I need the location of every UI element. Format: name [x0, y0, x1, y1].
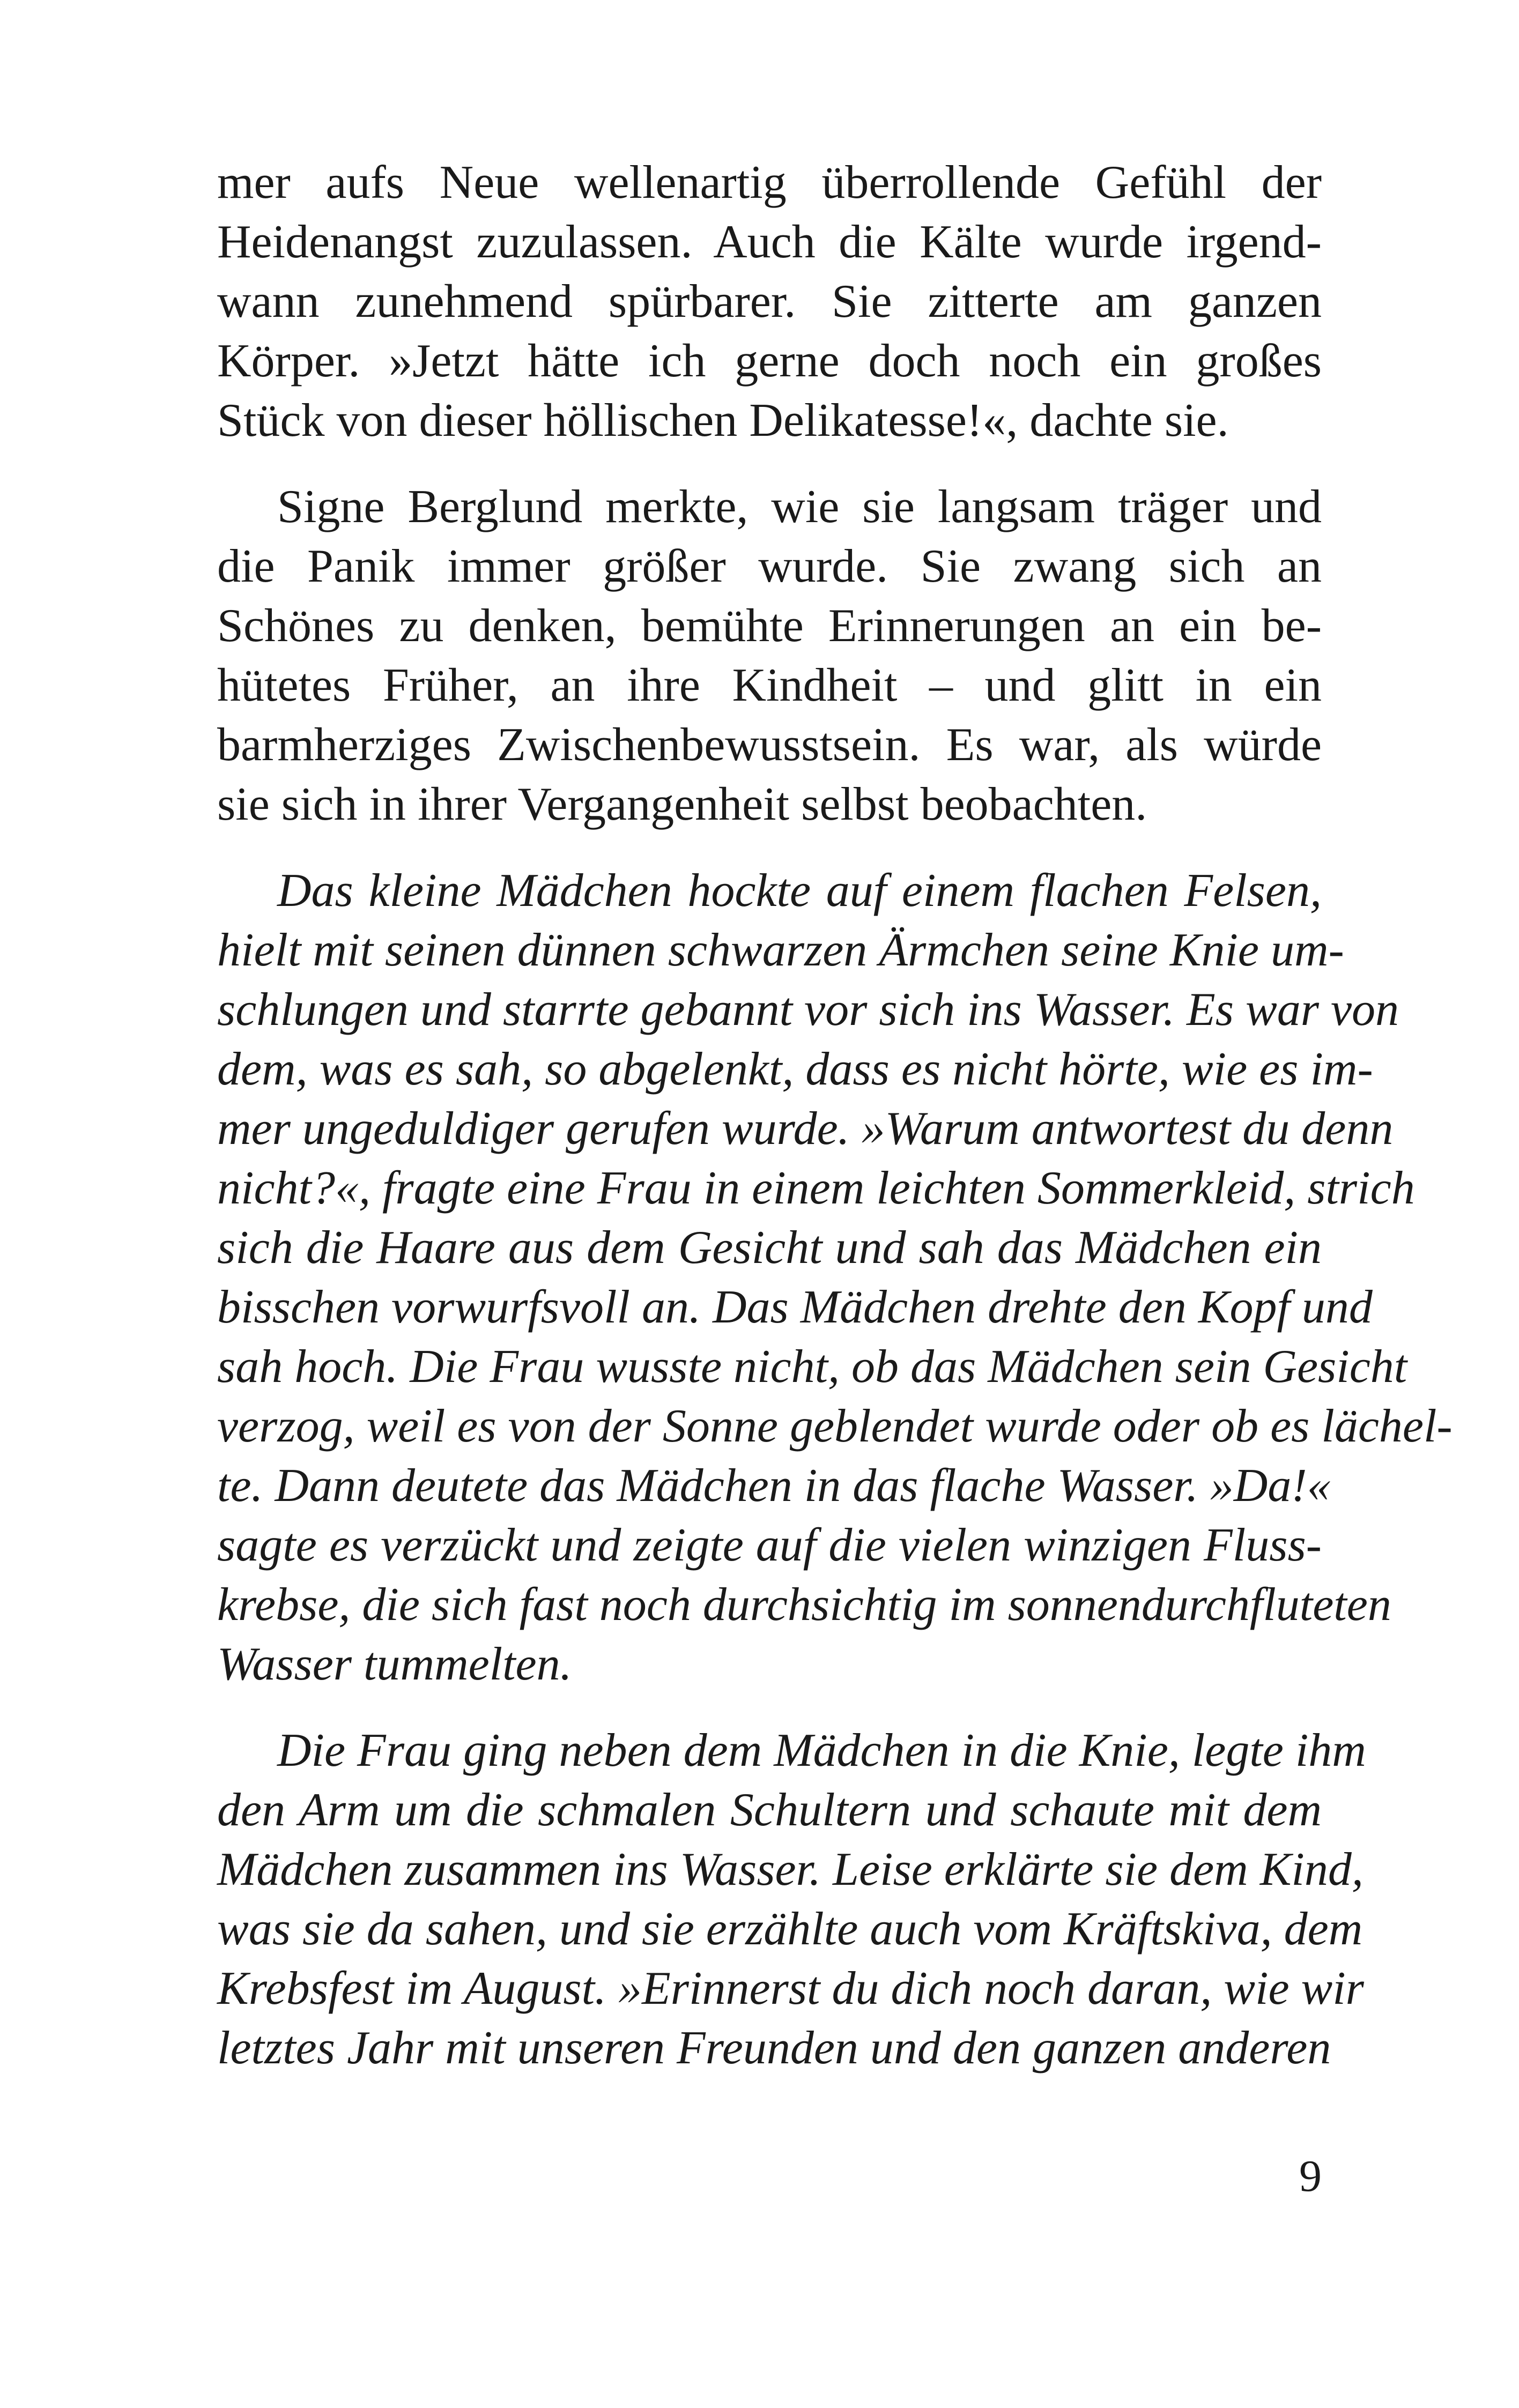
text-line: wann zunehmend spürbarer. Sie zitterte am ganzen: [217, 276, 1322, 328]
text-line: die Panik immer größer wurde. Sie zwang sich an: [217, 540, 1322, 592]
text-line: mer ungeduldiger gerufen wurde. »Warum antwortest du denn: [217, 1103, 1394, 1155]
text-line: Körper. »Jetzt hätte ich gerne doch noch ein großes: [217, 335, 1322, 387]
text-line: krebse, die sich fast noch durchsichtig im sonnendurchfluteten: [217, 1579, 1391, 1631]
text-line: Heidenangst zuzulassen. Auch die Kälte wurde irgend-: [217, 216, 1322, 268]
text-line: den Arm um die schmalen Schultern und schaute mit dem: [217, 1784, 1322, 1836]
paragraph: [217, 1721, 1366, 2078]
text-line: bisschen vorwurfsvoll an. Das Mädchen drehte den Kopf und: [217, 1281, 1373, 1333]
text-line: mer aufs Neue wellenartig überrollende Gefühl der: [217, 157, 1322, 209]
text-line: schlungen und starrte gebannt vor sich ins Wasser. Es war von: [217, 984, 1399, 1036]
text-line: hielt mit seinen dünnen schwarzen Ärmchen seine Knie um-: [217, 924, 1344, 976]
paragraph: [217, 861, 1453, 1694]
body-text: [217, 153, 1453, 2078]
text-line: Mädchen zusammen ins Wasser. Leise erklärte sie dem Kind,: [217, 1844, 1364, 1896]
text-line: Das kleine Mädchen hockte auf einem flachen Felsen,: [277, 865, 1322, 917]
paragraph: [217, 153, 1322, 450]
text-line: barmherziges Zwischenbewusstsein. Es war, als würde: [217, 719, 1322, 771]
text-line: Krebsfest im August. »Erinnerst du dich noch daran, wie wir: [217, 1963, 1364, 2015]
text-line: sah hoch. Die Frau wusste nicht, ob das Mädchen sein Gesicht: [217, 1341, 1407, 1393]
text-line: hütetes Früher, an ihre Kindheit – und glitt in ein: [217, 659, 1322, 711]
text-line: sagte es verzückt und zeigte auf die vielen winzigen Fluss-: [217, 1519, 1322, 1571]
text-line: sich die Haare aus dem Gesicht und sah das Mädchen ein: [217, 1222, 1322, 1274]
text-line: Wasser tummelten.: [217, 1638, 572, 1690]
text-line: Die Frau ging neben dem Mädchen in die Knie, legte ihm: [277, 1725, 1366, 1777]
text-line: sie sich in ihrer Vergangenheit selbst beobachten.: [217, 778, 1147, 830]
text-line: Signe Berglund merkte, wie sie langsam träger und: [277, 481, 1322, 533]
page-number: 9: [1299, 2151, 1322, 2201]
text-line: nicht?«, fragte eine Frau in einem leichten Sommerkleid, strich: [217, 1162, 1415, 1214]
text-line: Schönes zu denken, bemühte Erinnerungen an ein be-: [217, 600, 1322, 652]
text-line: te. Dann deutete das Mädchen in das flache Wasser. »Da!«: [217, 1460, 1331, 1512]
text-line: was sie da sahen, und sie erzählte auch vom Kräftskiva, dem: [217, 1903, 1363, 1955]
text-line: dem, was es sah, so abgelenkt, dass es nicht hörte, wie es im-: [217, 1043, 1373, 1095]
text-line: letztes Jahr mit unseren Freunden und den ganzen anderen: [217, 2022, 1331, 2074]
paragraph: [217, 477, 1322, 834]
text-line: Stück von dieser höllischen Delikatesse!«, dachte sie.: [217, 395, 1229, 447]
text-line: verzog, weil es von der Sonne geblendet wurde oder ob es lächel-: [217, 1400, 1453, 1452]
